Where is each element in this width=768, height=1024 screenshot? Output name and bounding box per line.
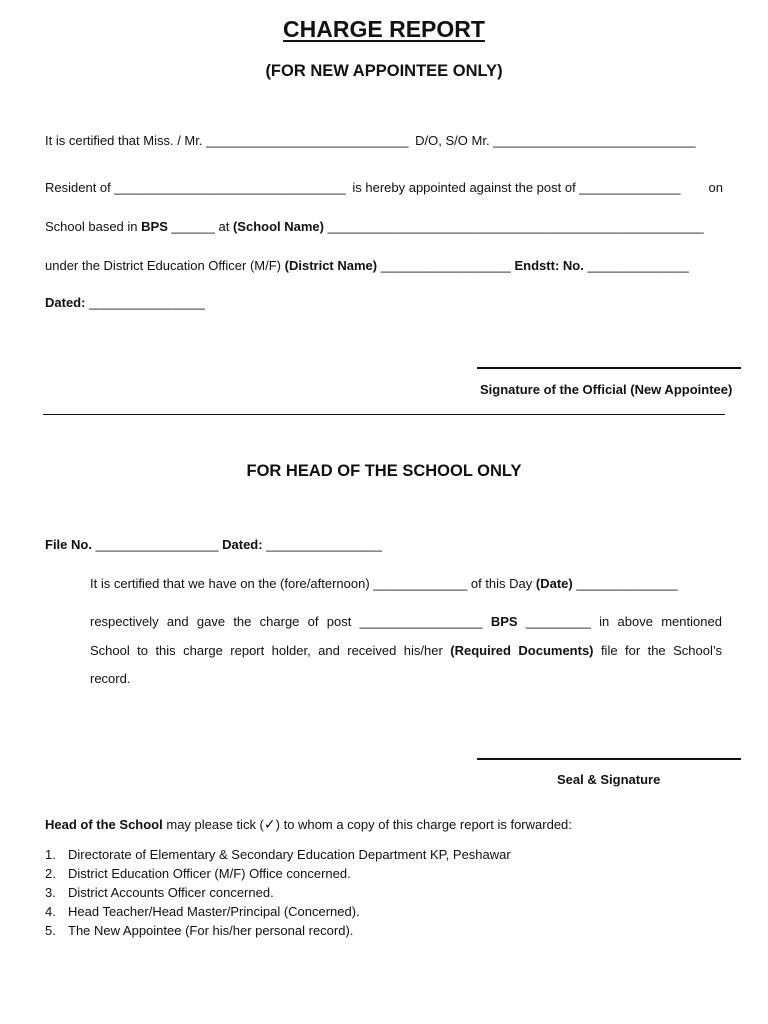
certify-name-field: It is certified that Miss. / Mr. ____________________________ bbox=[45, 133, 409, 148]
list-item bbox=[45, 864, 511, 883]
forward-list bbox=[45, 845, 511, 940]
school-name-field: ____________________________________________________ bbox=[327, 219, 704, 234]
file-line bbox=[45, 537, 382, 552]
charge-of-post-text: respectively and gave the charge of post bbox=[90, 614, 352, 629]
forwarded-text: ) to whom a copy of this charge report is forwarded: bbox=[275, 817, 572, 832]
on-text: on bbox=[708, 180, 723, 195]
file-no-label: File No. bbox=[45, 537, 92, 552]
date-field: ______________ bbox=[576, 576, 678, 591]
head-of-school-label: Head of the School bbox=[45, 817, 163, 832]
fore-afternoon-text: It is certified that we have on the (fore/afternoon) _____________ of this Day bbox=[90, 576, 533, 591]
seal-rule bbox=[477, 758, 741, 760]
file-dated-label: Dated: bbox=[222, 537, 263, 552]
signature-label: Signature of the Official (New Appointee) bbox=[480, 382, 733, 397]
deo-text: under the District Education Officer (M/F) bbox=[45, 258, 282, 273]
bps-field-2: _________ bbox=[525, 614, 591, 629]
dated-label: Dated: bbox=[45, 295, 86, 310]
title-text: CHARGE REPORT bbox=[283, 16, 485, 42]
section-divider bbox=[43, 414, 725, 415]
dated-line bbox=[45, 295, 205, 310]
file-for-school-text: file for the School’s bbox=[600, 643, 722, 658]
district-name-label: (District Name) bbox=[284, 258, 378, 273]
certify-line bbox=[45, 133, 696, 148]
list-item bbox=[45, 883, 511, 902]
charge-paragraph-line2 bbox=[90, 614, 722, 629]
list-number: 1. bbox=[45, 847, 56, 862]
signature-rule bbox=[477, 367, 741, 369]
list-item bbox=[45, 845, 511, 864]
tick-intro-text: may please tick ( bbox=[166, 817, 264, 832]
parent-name-field: D/O, S/O Mr. ____________________________ bbox=[415, 133, 696, 148]
dated-field: ________________ bbox=[89, 295, 205, 310]
post-field: is hereby appointed against the post of ______________ bbox=[352, 180, 681, 195]
endstt-field: ______________ bbox=[587, 258, 689, 273]
charge-paragraph-line1 bbox=[90, 576, 678, 591]
school-name-label: (School Name) bbox=[232, 219, 324, 234]
district-name-field: __________________ bbox=[380, 258, 511, 273]
seal-signature-label: Seal & Signature bbox=[557, 772, 661, 787]
bps-label-2: BPS bbox=[490, 614, 518, 629]
file-dated-field: ________________ bbox=[266, 537, 382, 552]
bps-field: ______ at bbox=[171, 219, 230, 234]
head-section-title: FOR HEAD OF THE SCHOOL ONLY bbox=[246, 462, 522, 480]
list-number: 3. bbox=[45, 885, 56, 900]
list-number: 2. bbox=[45, 866, 56, 881]
list-item-text: Head Teacher/Head Master/Principal (Concerned). bbox=[68, 904, 360, 919]
date-label: (Date) bbox=[535, 576, 573, 591]
school-line bbox=[45, 219, 704, 234]
post-field-2: _________________ bbox=[359, 614, 483, 629]
endstt-label: Endstt: No. bbox=[514, 258, 584, 273]
document-subtitle: (FOR NEW APPOINTEE ONLY) bbox=[265, 62, 503, 80]
tick-icon: ✓ bbox=[263, 817, 276, 833]
list-number: 4. bbox=[45, 904, 56, 919]
charge-paragraph-line3 bbox=[90, 643, 722, 658]
document-title bbox=[0, 16, 768, 43]
list-number: 5. bbox=[45, 923, 56, 938]
charge-paragraph-line4: record. bbox=[90, 671, 131, 686]
list-item-text: District Accounts Officer concerned. bbox=[68, 885, 274, 900]
list-item bbox=[45, 921, 511, 940]
forward-intro bbox=[45, 817, 572, 833]
above-mentioned-text: in above mentioned bbox=[599, 614, 722, 629]
file-no-field: _________________ bbox=[95, 537, 219, 552]
resident-line bbox=[45, 180, 723, 195]
resident-field: Resident of ________________________________ bbox=[45, 180, 346, 195]
district-line bbox=[45, 258, 689, 273]
required-documents-label: (Required Documents) bbox=[450, 643, 594, 658]
list-item-text: The New Appointee (For his/her personal record). bbox=[68, 923, 354, 938]
list-item bbox=[45, 902, 511, 921]
bps-label: BPS bbox=[141, 219, 168, 234]
list-item-text: Directorate of Elementary & Secondary Education Department KP, Peshawar bbox=[68, 847, 511, 862]
school-based-text: School based in bbox=[45, 219, 138, 234]
list-item-text: District Education Officer (M/F) Office concerned. bbox=[68, 866, 351, 881]
holder-text: School to this charge report holder, and received his/her bbox=[90, 643, 443, 658]
